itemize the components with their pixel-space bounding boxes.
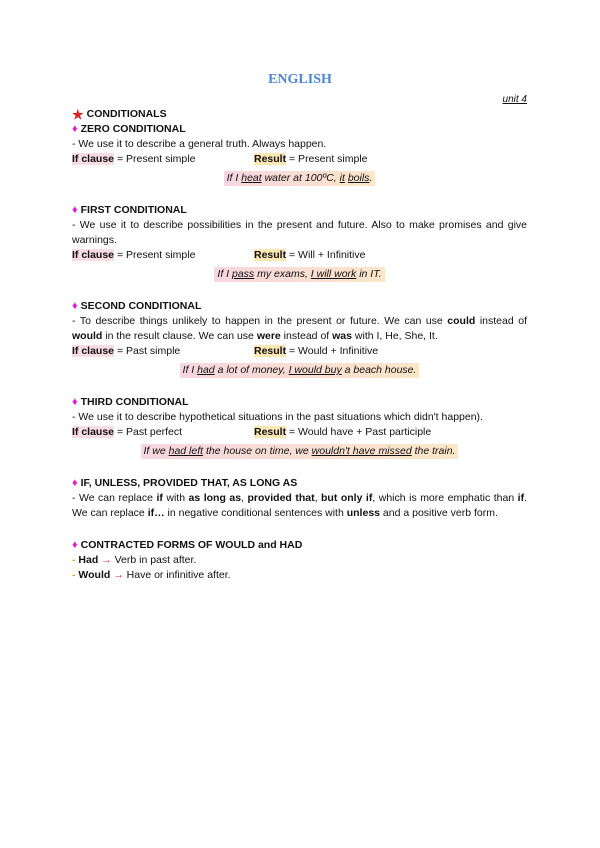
second-heading: ♦ SECOND CONDITIONAL	[72, 300, 202, 312]
unless-heading: ♦ IF, UNLESS, PROVIDED THAT, AS LONG AS	[72, 477, 298, 489]
zero-rule: If clause = Present simple Result = Present simple	[72, 153, 368, 165]
first-example: If I pass my exams, I will work in IT.	[72, 267, 527, 282]
third-desc: - We use it to describe hypothetical situations in the past situations which didn't happen).	[72, 411, 483, 423]
first-rule: If clause = Present simple Result = Will + Infinitive	[72, 249, 366, 261]
diamond-icon: ♦	[72, 204, 78, 216]
list-item: - Would → Have or infinitive after.	[72, 569, 231, 581]
third-rule: If clause = Past perfect Result = Would have + Past participle	[72, 426, 432, 438]
contracted-heading: ♦ CONTRACTED FORMS OF WOULD and HAD	[72, 539, 303, 551]
arrow-right-icon: →	[98, 554, 115, 566]
diamond-icon: ♦	[72, 396, 78, 408]
diamond-icon: ♦	[72, 477, 78, 489]
second-example: If I had a lot of money, I would buy a beach house.	[72, 363, 527, 378]
diamond-icon: ♦	[72, 123, 78, 135]
content	[72, 107, 527, 583]
zero-desc: - We use it to describe a general truth. Always happen.	[72, 138, 327, 150]
second-rule: If clause = Past simple Result = Would + Infinitive	[72, 345, 379, 357]
zero-heading: ♦ ZERO CONDITIONAL	[72, 123, 186, 135]
arrow-right-icon: →	[110, 569, 127, 581]
third-heading: ♦ THIRD CONDITIONAL	[72, 396, 189, 408]
conditionals-heading: ★ CONDITIONALS	[72, 107, 167, 122]
zero-example: If I heat water at 100ºC, it boils.	[72, 171, 527, 186]
star-icon: ★	[72, 107, 84, 122]
list-item: - Had → Verb in past after.	[72, 554, 197, 566]
second-desc: - To describe things unlikely to happen in the present or future. We can use could instead of would in the result clause. We can use were instead of was with I, He, She, It.	[72, 315, 527, 342]
unit-label: unit 4	[502, 94, 527, 105]
third-example: If we had left the house on time, we wouldn't have missed the train.	[72, 444, 527, 459]
unless-desc: - We can replace if with as long as, provided that, but only if, which is more emphatic than if. We can replace if… in negative conditional sentences with unless and a positive verb form.	[72, 492, 527, 519]
page-title: ENGLISH	[268, 72, 332, 87]
diamond-icon: ♦	[72, 539, 78, 551]
first-desc: - We use it to describe possibilities in the present and future. Also to make promises and give warnings.	[72, 219, 527, 246]
first-heading: ♦ FIRST CONDITIONAL	[72, 204, 187, 216]
diamond-icon: ♦	[72, 300, 78, 312]
